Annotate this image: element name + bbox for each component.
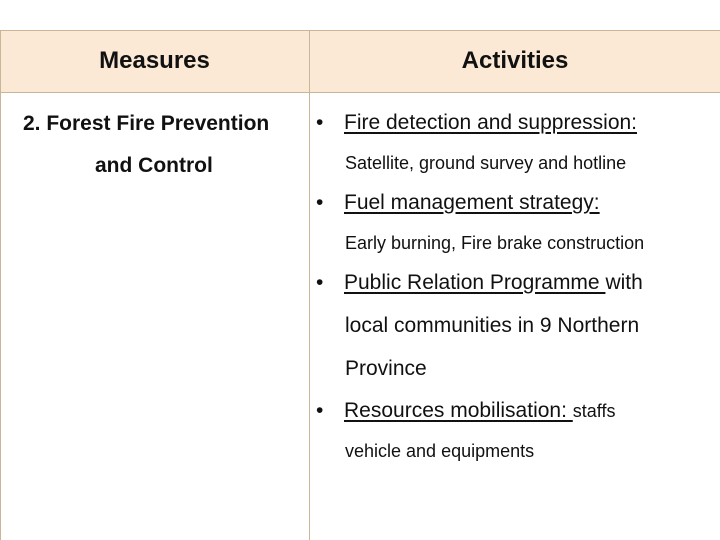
activity-detail: vehicle and equipments xyxy=(345,441,535,461)
activity-title: Fire detection and suppression: xyxy=(344,111,638,134)
bullet-icon: • xyxy=(316,271,324,294)
table-left-border xyxy=(0,30,1,540)
bullet-icon: • xyxy=(316,111,324,134)
bullet-icon: • xyxy=(316,191,324,214)
activity-item xyxy=(316,111,637,135)
measure-title-line1: 2. Forest Fire Prevention xyxy=(23,112,270,135)
activity-continuation: local communities in 9 Northern xyxy=(345,314,640,337)
activity-title-rest: with xyxy=(605,271,643,294)
activity-title: Resources mobilisation: xyxy=(344,399,573,422)
column-divider xyxy=(309,30,310,540)
activity-detail: Early burning, Fire brake construction xyxy=(345,233,645,253)
activity-title: Public Relation Programme xyxy=(344,271,606,294)
activities-header: Activities xyxy=(461,47,569,74)
activity-title-rest: staffs xyxy=(572,401,616,421)
activity-item xyxy=(316,191,600,215)
activity-detail: Satellite, ground survey and hotline xyxy=(345,153,627,173)
measures-header: Measures xyxy=(99,47,210,74)
activity-title: Fuel management strategy: xyxy=(344,191,600,214)
activity-item xyxy=(316,271,643,295)
activity-item xyxy=(316,399,615,423)
bullet-icon: • xyxy=(316,399,324,422)
activity-continuation: Province xyxy=(345,357,427,380)
header-divider xyxy=(0,92,720,93)
measure-title-line2: and Control xyxy=(95,154,213,177)
